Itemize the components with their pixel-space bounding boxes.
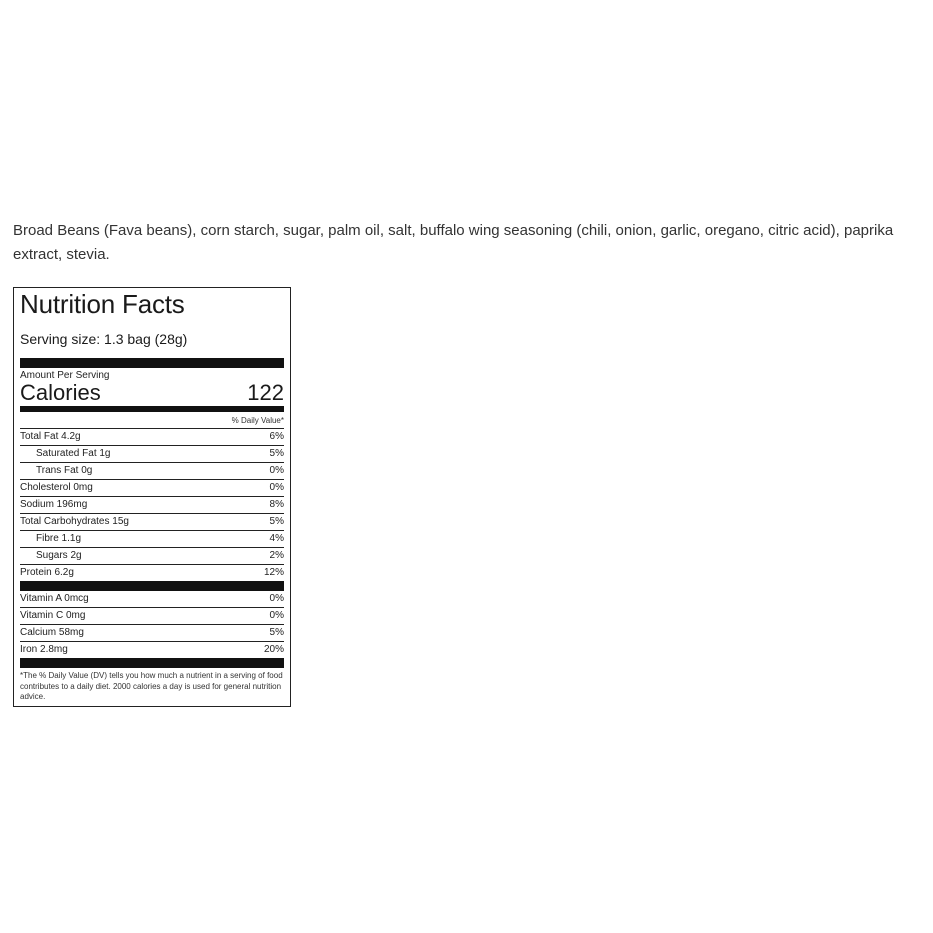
nutrient-dv: 5% bbox=[269, 516, 284, 527]
nutrient-dv: 4% bbox=[269, 533, 284, 544]
daily-value-footnote: *The % Daily Value (DV) tells you how much a nutrient in a serving of food contributes to a daily diet. 2000 calories a day is used for general nutrition advice. bbox=[20, 671, 283, 701]
calories-value: 122 bbox=[247, 380, 284, 405]
nutrient-name: Cholesterol 0mg bbox=[20, 482, 93, 493]
nutrient-row-cholesterol bbox=[20, 480, 284, 497]
nutrient-name: Trans Fat 0g bbox=[36, 465, 93, 476]
thick-divider bbox=[20, 658, 284, 668]
nutrient-row-fibre bbox=[20, 531, 284, 548]
vitamin-name: Calcium 58mg bbox=[20, 627, 84, 638]
nutrient-name: Saturated Fat 1g bbox=[36, 448, 111, 459]
nutrient-dv: 2% bbox=[269, 550, 284, 561]
nutrient-name: Total Carbohydrates 15g bbox=[20, 516, 129, 527]
nutrient-row-sodium bbox=[20, 497, 284, 514]
nutrient-row-trans-fat bbox=[20, 463, 284, 480]
nutrient-dv: 5% bbox=[269, 448, 284, 459]
thick-divider bbox=[20, 358, 284, 368]
nutrient-dv: 6% bbox=[269, 431, 284, 442]
vitamin-row-iron bbox=[20, 642, 284, 658]
nutrient-row-total-fat bbox=[20, 429, 284, 446]
nutrient-row-sugars bbox=[20, 548, 284, 565]
thick-divider bbox=[20, 581, 284, 591]
vitamin-row-vitamin-c bbox=[20, 608, 284, 625]
nutrient-dv: 0% bbox=[269, 465, 284, 476]
nutrient-dv: 8% bbox=[269, 499, 284, 510]
nutrient-row-total-carbohydrates bbox=[20, 514, 284, 531]
vitamin-dv: 0% bbox=[269, 593, 284, 604]
vitamin-row-calcium bbox=[20, 625, 284, 642]
vitamin-dv: 0% bbox=[269, 610, 284, 621]
nutrient-name: Sodium 196mg bbox=[20, 499, 88, 510]
calories-label: Calories bbox=[20, 380, 101, 405]
nutrition-facts-title: Nutrition Facts bbox=[20, 289, 185, 319]
vitamin-name: Iron 2.8mg bbox=[20, 644, 68, 655]
vitamin-dv: 5% bbox=[269, 627, 284, 638]
nutrition-facts-label bbox=[13, 287, 291, 707]
ingredients-text: Broad Beans (Fava beans), corn starch, sugar, palm oil, salt, buffalo wing seasoning (chili, onion, garlic, oregano, citric acid), paprika extract, stevia. bbox=[13, 222, 894, 263]
calories-row bbox=[20, 382, 284, 404]
nutrient-row-protein bbox=[20, 565, 284, 581]
nutrient-dv: 0% bbox=[269, 482, 284, 493]
nutrient-name: Total Fat 4.2g bbox=[20, 431, 81, 442]
nutrient-name: Fibre 1.1g bbox=[36, 533, 82, 544]
vitamin-name: Vitamin A 0mcg bbox=[20, 593, 89, 604]
vitamin-row-vitamin-a bbox=[20, 591, 284, 608]
daily-value-header: % Daily Value* bbox=[20, 412, 284, 429]
nutrient-name: Protein 6.2g bbox=[20, 567, 74, 578]
vitamin-dv: 20% bbox=[263, 644, 284, 655]
nutrient-dv: 12% bbox=[263, 567, 284, 578]
serving-size: Serving size: 1.3 bag (28g) bbox=[20, 331, 188, 347]
amount-per-serving: Amount Per Serving bbox=[20, 370, 110, 381]
nutrient-row-saturated-fat bbox=[20, 446, 284, 463]
nutrient-name: Sugars 2g bbox=[36, 550, 82, 561]
vitamin-name: Vitamin C 0mg bbox=[20, 610, 86, 621]
